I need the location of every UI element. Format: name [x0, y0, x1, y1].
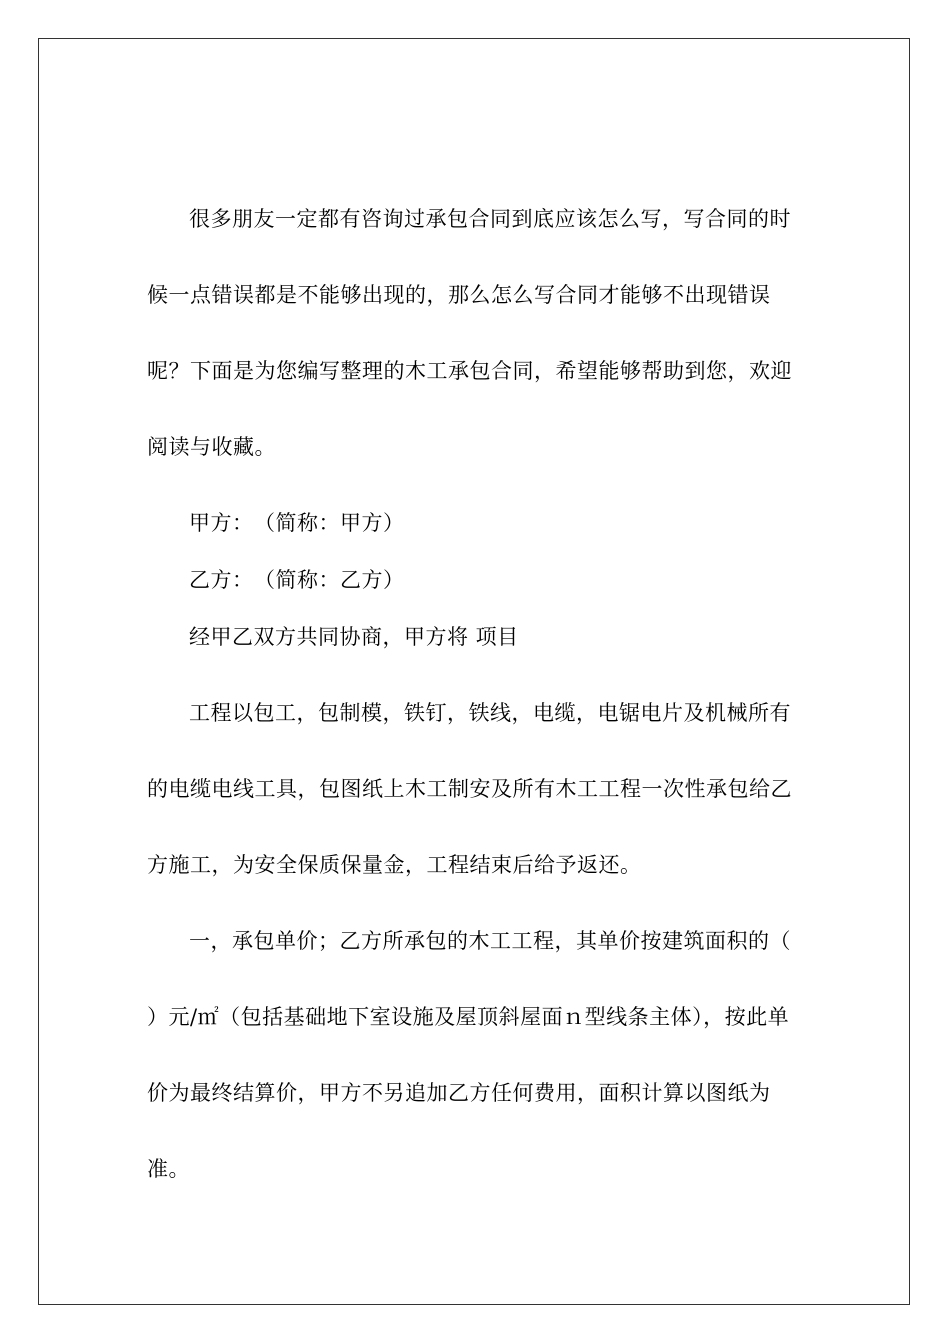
party-b-line: 乙方： （简称：乙方） [189, 568, 405, 592]
intro-paragraph: 很多朋友一定都有咨询过承包合同到底应该怎么写，写合同的时候一点错误都是不能够出现的，那么怎么写合同才能够不出现错误呢？下面是为您编写整理的木工承包合同，希望能够帮助到您，欢迎阅读与收藏。 [147, 207, 792, 459]
unit-price-clause: 一，承包单价；乙方所承包的木工工程，其单价按建筑面积的（ ）元/㎡（包括基础地下室设施及屋顶斜屋面ｎ型线条主体），按此单价为最终结算价，甲方不另追加乙方任何费用，面积计算以图纸为准。 [147, 929, 791, 1181]
document-body [147, 200, 792, 1207]
scope-paragraph: 工程以包工，包制模，铁钉，铁线，电缆，电锯电片及机械所有的电缆电线工具，包图纸上木工制安及所有木工工程一次性承包给乙方施工，为安全保质保量金，工程结束后给予返还。 [147, 701, 792, 877]
party-a-line: 甲方： （简称：甲方） [189, 511, 405, 535]
agreement-intro-line: 经甲乙双方共同协商，甲方将 项目 [189, 625, 519, 649]
